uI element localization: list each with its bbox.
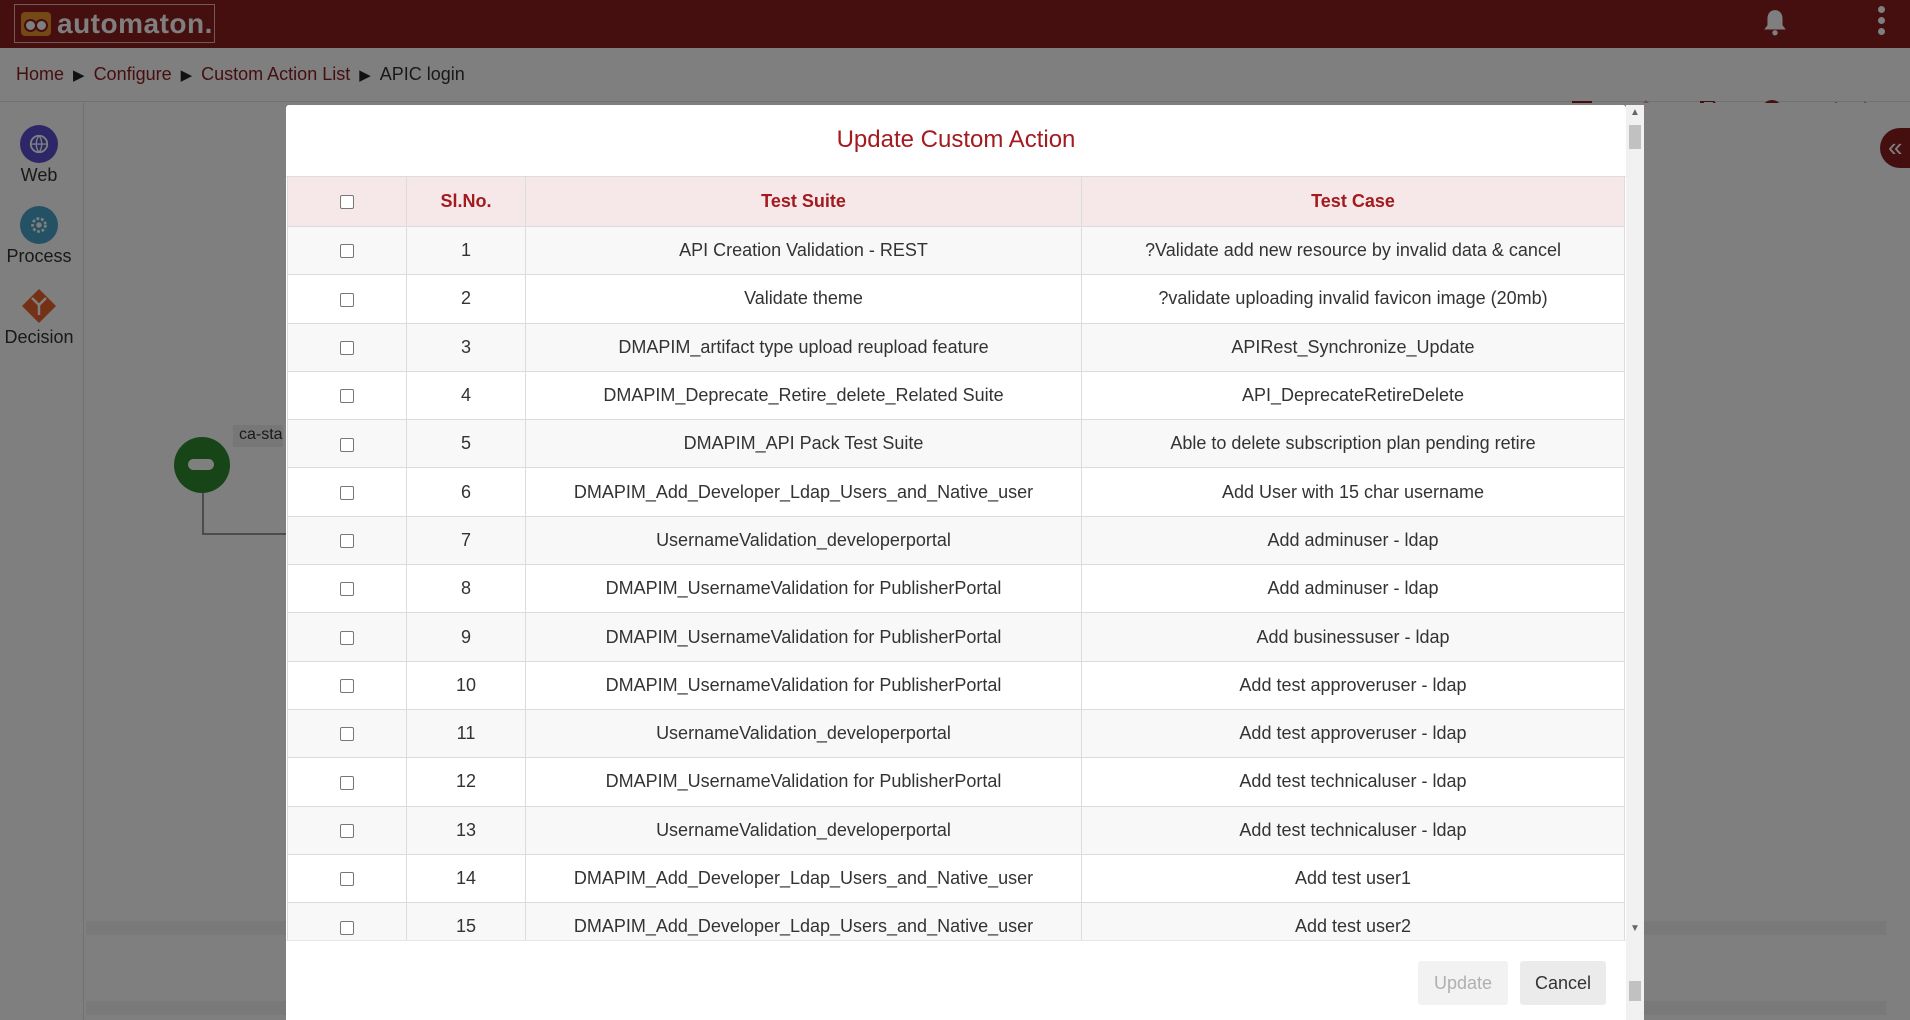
test-suite-cell: DMAPIM_Add_Developer_Ldap_Users_and_Native_user xyxy=(526,468,1082,516)
test-case-cell: APIRest_Synchronize_Update xyxy=(1082,323,1625,371)
slno-cell: 12 xyxy=(407,758,526,806)
column-header-slno: Sl.No. xyxy=(407,177,526,227)
test-case-table xyxy=(287,176,1625,951)
test-case-cell: Add adminuser - ldap xyxy=(1082,565,1625,613)
test-suite-cell: UsernameValidation_developerportal xyxy=(526,709,1082,757)
row-select-cell xyxy=(288,420,407,468)
test-case-cell: Able to delete subscription plan pending retire xyxy=(1082,420,1625,468)
table-row[interactable] xyxy=(288,854,1625,902)
row-select-cell xyxy=(288,661,407,709)
test-case-cell: API_DeprecateRetireDelete xyxy=(1082,371,1625,419)
slno-cell: 1 xyxy=(407,227,526,275)
slno-cell: 2 xyxy=(407,275,526,323)
row-select-cell xyxy=(288,613,407,661)
test-case-cell: Add test technicaluser - ldap xyxy=(1082,806,1625,854)
test-suite-cell: DMAPIM_Add_Developer_Ldap_Users_and_Native_user xyxy=(526,903,1082,951)
table-row[interactable] xyxy=(288,806,1625,854)
test-case-cell: Add adminuser - ldap xyxy=(1082,516,1625,564)
scrollbar-thumb[interactable] xyxy=(1629,981,1641,1001)
row-checkbox[interactable] xyxy=(340,727,354,741)
test-case-cell: Add test approveruser - ldap xyxy=(1082,709,1625,757)
slno-cell: 7 xyxy=(407,516,526,564)
row-select-cell xyxy=(288,709,407,757)
test-case-cell: Add User with 15 char username xyxy=(1082,468,1625,516)
row-select-cell xyxy=(288,371,407,419)
row-checkbox[interactable] xyxy=(340,341,354,355)
column-header-test-case: Test Case xyxy=(1082,177,1625,227)
row-checkbox[interactable] xyxy=(340,293,354,307)
slno-cell: 8 xyxy=(407,565,526,613)
scrollbar-thumb[interactable] xyxy=(1629,125,1641,149)
table-header-row xyxy=(288,177,1625,227)
test-case-cell: ?Validate add new resource by invalid data & cancel xyxy=(1082,227,1625,275)
table-row[interactable] xyxy=(288,371,1625,419)
test-suite-cell: DMAPIM_UsernameValidation for PublisherPortal xyxy=(526,661,1082,709)
test-case-cell: Add test approveruser - ldap xyxy=(1082,661,1625,709)
slno-cell: 3 xyxy=(407,323,526,371)
table-row[interactable] xyxy=(288,661,1625,709)
test-suite-cell: DMAPIM_Add_Developer_Ldap_Users_and_Native_user xyxy=(526,854,1082,902)
row-select-cell xyxy=(288,468,407,516)
test-suite-cell: UsernameValidation_developerportal xyxy=(526,516,1082,564)
row-select-cell xyxy=(288,806,407,854)
slno-cell: 15 xyxy=(407,903,526,951)
row-select-cell xyxy=(288,516,407,564)
test-case-cell: Add businessuser - ldap xyxy=(1082,613,1625,661)
table-row[interactable] xyxy=(288,709,1625,757)
row-checkbox[interactable] xyxy=(340,824,354,838)
table-row[interactable] xyxy=(288,227,1625,275)
slno-cell: 4 xyxy=(407,371,526,419)
slno-cell: 10 xyxy=(407,661,526,709)
test-suite-cell: DMAPIM_UsernameValidation for PublisherPortal xyxy=(526,613,1082,661)
row-select-cell xyxy=(288,758,407,806)
dialog-scrollbar[interactable] xyxy=(1626,105,1644,1020)
table-row[interactable] xyxy=(288,613,1625,661)
table-row[interactable] xyxy=(288,516,1625,564)
dialog-title: Update Custom Action xyxy=(286,105,1626,177)
row-checkbox[interactable] xyxy=(340,582,354,596)
test-suite-cell: DMAPIM_UsernameValidation for PublisherPortal xyxy=(526,565,1082,613)
test-suite-cell: Validate theme xyxy=(526,275,1082,323)
row-checkbox[interactable] xyxy=(340,776,354,790)
slno-cell: 5 xyxy=(407,420,526,468)
row-select-cell xyxy=(288,854,407,902)
slno-cell: 13 xyxy=(407,806,526,854)
row-checkbox[interactable] xyxy=(340,534,354,548)
row-checkbox[interactable] xyxy=(340,438,354,452)
scroll-up-icon[interactable]: ▲ xyxy=(1630,107,1640,118)
slno-cell: 14 xyxy=(407,854,526,902)
slno-cell: 11 xyxy=(407,709,526,757)
table-row[interactable] xyxy=(288,420,1625,468)
row-select-cell xyxy=(288,275,407,323)
row-checkbox[interactable] xyxy=(340,679,354,693)
row-checkbox[interactable] xyxy=(340,921,354,935)
dialog-footer xyxy=(286,940,1626,1020)
select-all-checkbox[interactable] xyxy=(340,195,354,209)
table-row[interactable] xyxy=(288,565,1625,613)
table-row[interactable] xyxy=(288,275,1625,323)
table-row[interactable] xyxy=(288,758,1625,806)
row-checkbox[interactable] xyxy=(340,244,354,258)
dialog-cancel-button[interactable]: Cancel xyxy=(1520,961,1606,1005)
select-all-cell xyxy=(288,177,407,227)
slno-cell: 6 xyxy=(407,468,526,516)
column-header-test-suite: Test Suite xyxy=(526,177,1082,227)
row-checkbox[interactable] xyxy=(340,631,354,645)
test-suite-cell: DMAPIM_API Pack Test Suite xyxy=(526,420,1082,468)
row-checkbox[interactable] xyxy=(340,486,354,500)
test-case-cell: Add test user1 xyxy=(1082,854,1625,902)
row-select-cell xyxy=(288,227,407,275)
update-custom-action-dialog xyxy=(286,105,1626,1020)
test-case-cell: Add test user2 xyxy=(1082,903,1625,951)
test-suite-cell: UsernameValidation_developerportal xyxy=(526,806,1082,854)
update-button[interactable]: Update xyxy=(1418,961,1508,1005)
test-suite-cell: DMAPIM_Deprecate_Retire_delete_Related Suite xyxy=(526,371,1082,419)
test-suite-cell: DMAPIM_artifact type upload reupload feature xyxy=(526,323,1082,371)
row-checkbox[interactable] xyxy=(340,872,354,886)
scroll-down-icon[interactable]: ▼ xyxy=(1630,923,1640,934)
row-checkbox[interactable] xyxy=(340,389,354,403)
slno-cell: 9 xyxy=(407,613,526,661)
test-suite-cell: DMAPIM_UsernameValidation for PublisherPortal xyxy=(526,758,1082,806)
row-select-cell xyxy=(288,323,407,371)
test-case-table-container[interactable] xyxy=(287,176,1625,1020)
test-case-cell: ?validate uploading invalid favicon image (20mb) xyxy=(1082,275,1625,323)
test-case-cell: Add test technicaluser - ldap xyxy=(1082,758,1625,806)
table-row[interactable] xyxy=(288,323,1625,371)
table-row[interactable] xyxy=(288,468,1625,516)
test-suite-cell: API Creation Validation - REST xyxy=(526,227,1082,275)
row-select-cell xyxy=(288,565,407,613)
